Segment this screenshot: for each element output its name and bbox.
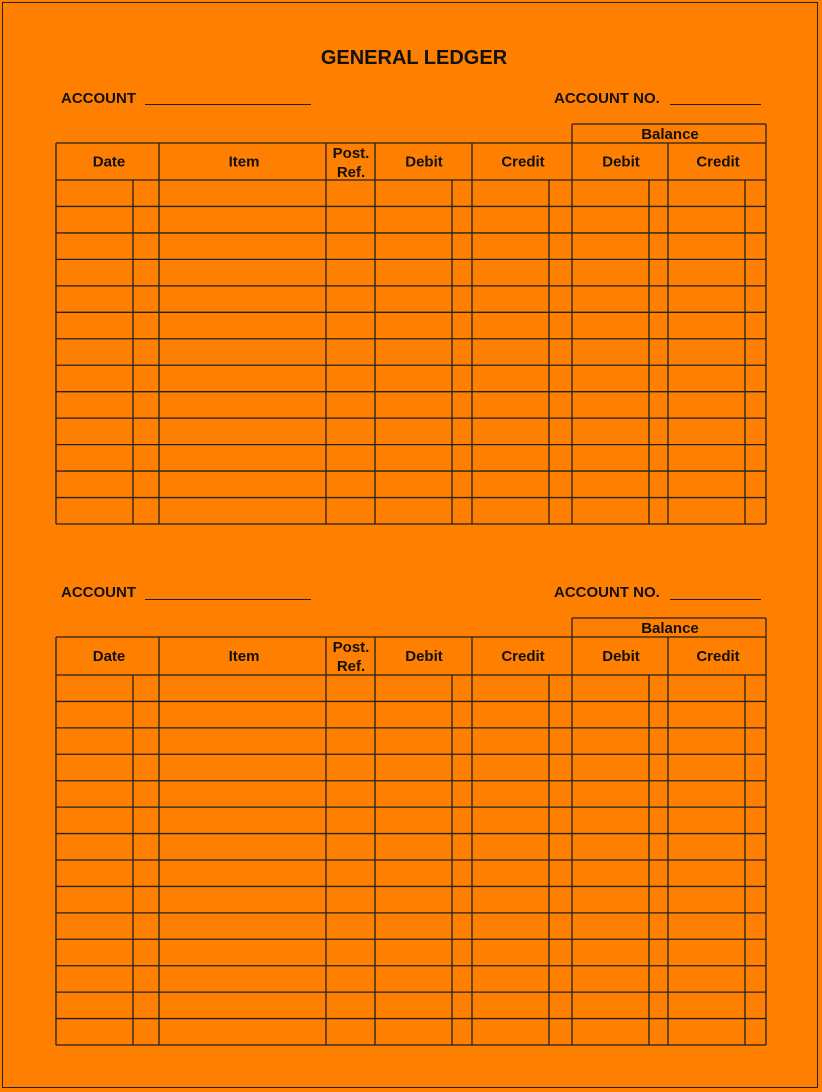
- balance-header: Balance: [641, 126, 699, 143]
- post-ref-header-line1: Post.: [332, 639, 370, 656]
- credit-header: Credit: [501, 648, 545, 665]
- date-header: Date: [92, 648, 126, 665]
- post-ref-header-line2: Ref.: [336, 658, 366, 675]
- table-row[interactable]: [56, 206, 766, 232]
- table-row[interactable]: [56, 992, 766, 1018]
- post-ref-header-line2: Ref.: [336, 164, 366, 181]
- table-row[interactable]: [56, 860, 766, 886]
- ledger-table-2: [56, 618, 766, 1045]
- date-header: Date: [92, 153, 126, 171]
- credit-header: Credit: [501, 153, 545, 171]
- table-row[interactable]: [56, 418, 766, 444]
- ledger-table-1: [56, 124, 766, 524]
- table-row[interactable]: [56, 365, 766, 391]
- account-no-label-2: ACCOUNT NO.: [554, 584, 660, 601]
- debit-header: Debit: [405, 648, 443, 665]
- table-row[interactable]: [56, 339, 766, 365]
- table-row[interactable]: [56, 498, 766, 524]
- table-row[interactable]: [56, 312, 766, 338]
- table-row[interactable]: [56, 445, 766, 471]
- balance-credit-header: Credit: [696, 153, 740, 171]
- table-row[interactable]: [56, 781, 766, 807]
- table-row[interactable]: [56, 754, 766, 780]
- page-title: GENERAL LEDGER: [320, 47, 508, 69]
- table-row[interactable]: [56, 701, 766, 727]
- table-row[interactable]: [56, 471, 766, 497]
- item-header: Item: [228, 153, 260, 171]
- table-row[interactable]: [56, 807, 766, 833]
- table-row[interactable]: [56, 259, 766, 285]
- table-row[interactable]: [56, 913, 766, 939]
- table-row[interactable]: [56, 834, 766, 860]
- balance-header: Balance: [641, 620, 699, 637]
- balance-credit-header: Credit: [696, 648, 740, 665]
- item-header: Item: [228, 648, 260, 665]
- table-row[interactable]: [56, 728, 766, 754]
- post-ref-header-line1: Post.: [332, 145, 370, 162]
- balance-debit-header: Debit: [602, 153, 640, 171]
- balance-debit-header: Debit: [602, 648, 640, 665]
- table-row[interactable]: [56, 392, 766, 418]
- table-row[interactable]: [56, 286, 766, 312]
- account-no-label-1: ACCOUNT NO.: [554, 90, 660, 107]
- account-label-2: ACCOUNT: [61, 584, 136, 601]
- table-row[interactable]: [56, 675, 766, 701]
- account-label-1: ACCOUNT: [61, 90, 136, 107]
- table-row[interactable]: [56, 233, 766, 259]
- table-row[interactable]: [56, 966, 766, 992]
- table-row[interactable]: [56, 939, 766, 965]
- debit-header: Debit: [405, 153, 443, 171]
- table-row[interactable]: [56, 180, 766, 206]
- table-row[interactable]: [56, 1019, 766, 1045]
- table-row[interactable]: [56, 886, 766, 912]
